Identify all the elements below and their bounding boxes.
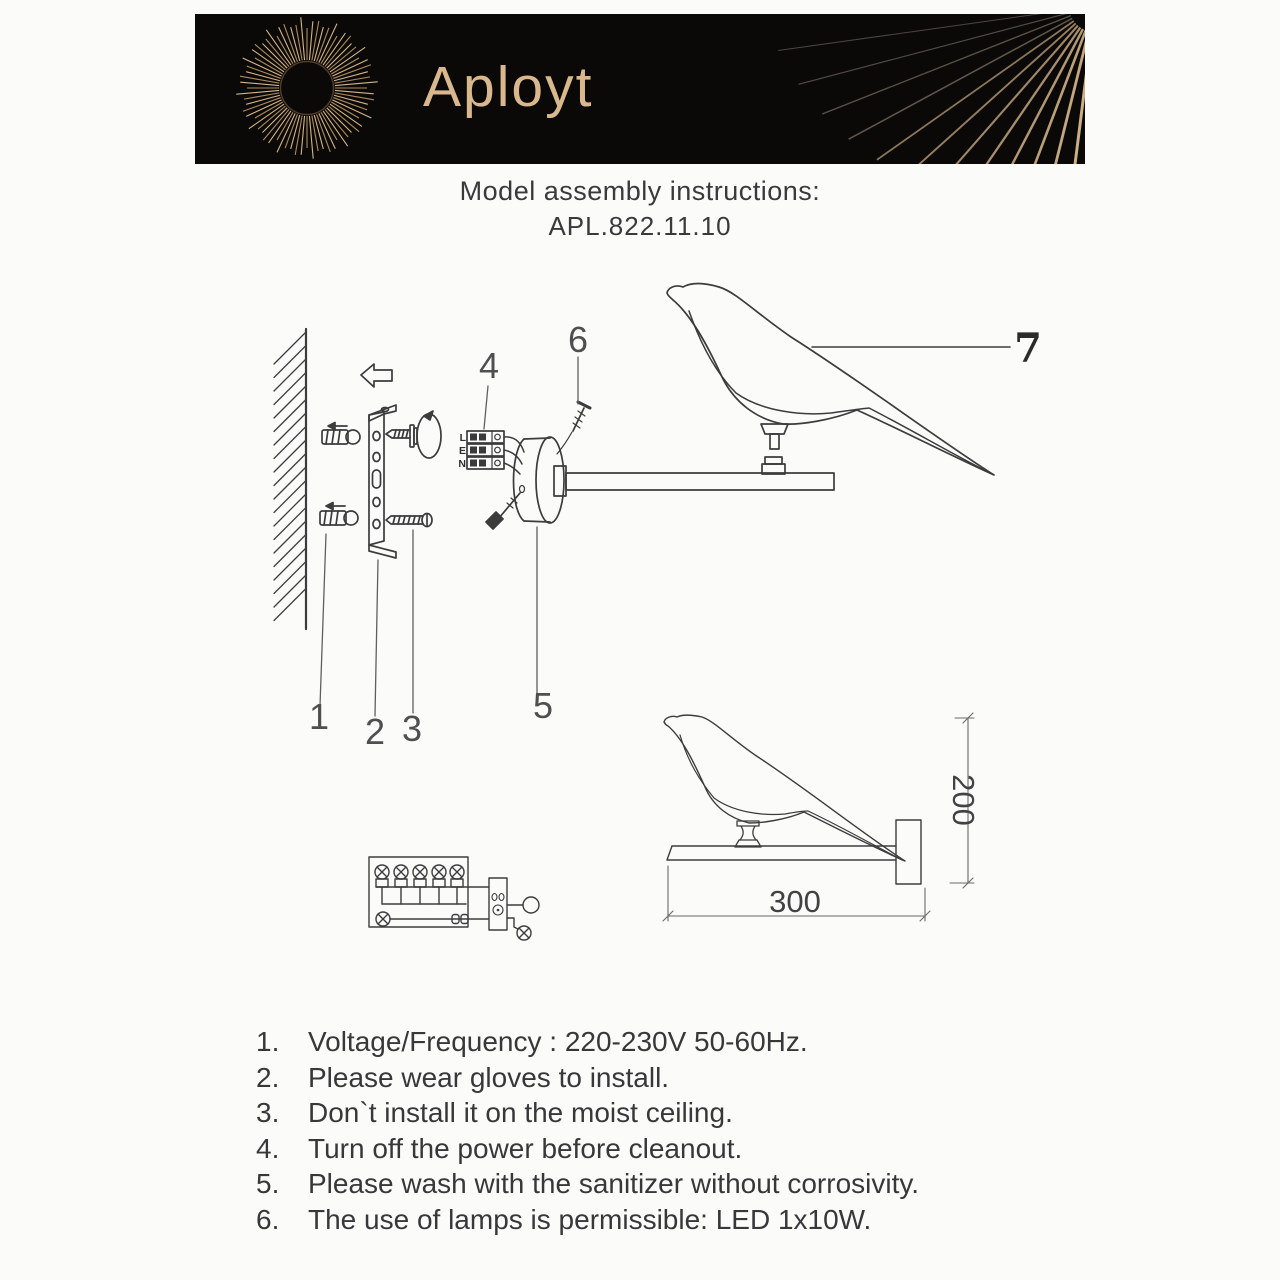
bird-lamp — [667, 284, 994, 475]
instruction-number: 4. — [256, 1132, 280, 1164]
mounting-screw — [386, 514, 432, 527]
instruction-number: 6. — [256, 1203, 280, 1235]
part-label-5: 5 — [532, 685, 554, 726]
page-title: Model assembly instructions: — [459, 176, 821, 206]
instruction-text: The use of lamps is permissible: LED 1x10W. — [308, 1203, 872, 1235]
top-screw — [557, 402, 590, 454]
part-label-2: 2 — [364, 711, 386, 752]
instruction-number: 3. — [256, 1097, 280, 1129]
instruction-item — [256, 1024, 1056, 1060]
instruction-item — [256, 1166, 1056, 1202]
part-label-4: 4 — [478, 345, 500, 386]
instruction-text: Please wear gloves to install. — [308, 1061, 670, 1093]
part-label-1: 1 — [308, 696, 330, 737]
model-number: APL.822.11.10 — [548, 211, 732, 241]
pedestal — [735, 821, 761, 847]
part-label-7: 7 — [1014, 325, 1042, 372]
instruction-text: Turn off the power before cleanout. — [308, 1132, 743, 1164]
dimension-width: 300 — [769, 884, 821, 919]
instruction-text: Don`t install it on the moist ceiling. — [308, 1097, 733, 1129]
instruction-item — [256, 1095, 1056, 1131]
part-label-3: 3 — [401, 708, 423, 749]
wall-anchor-bottom — [320, 503, 358, 526]
terminal-label-l: L — [459, 432, 466, 444]
instruction-item — [256, 1202, 1056, 1238]
dimension-height: 200 — [946, 774, 981, 826]
instruction-item — [256, 1060, 1056, 1096]
part-label-6: 6 — [567, 319, 589, 360]
bird-peg — [761, 424, 788, 449]
base-screw — [486, 493, 520, 529]
driver-module — [489, 878, 507, 930]
instruction-list — [256, 1024, 1056, 1238]
instruction-text: Voltage/Frequency : 220-230V 50-60Hz. — [308, 1026, 808, 1057]
lamp-arm — [554, 457, 834, 496]
canopy-base — [514, 437, 565, 523]
screw-with-turn-arrow — [386, 411, 441, 458]
instruction-item — [256, 1131, 1056, 1167]
instruction-number: 2. — [256, 1061, 280, 1093]
terminal-label-e: E — [458, 445, 466, 457]
instruction-text: Please wash with the sanitizer without corrosivity. — [308, 1168, 920, 1200]
wall-hatch-lines — [274, 332, 306, 621]
instruction-number: 1. — [256, 1026, 280, 1057]
leader-lines — [320, 347, 1010, 716]
wall-section — [274, 329, 306, 629]
lamp-symbols — [375, 865, 464, 887]
wiring-diagram — [369, 857, 539, 940]
wall-anchor-top — [322, 423, 360, 445]
mounting-bracket — [369, 405, 396, 558]
terminal-block — [467, 431, 504, 469]
terminal-label-n: N — [458, 458, 466, 470]
brand-name: Aployt — [423, 55, 594, 119]
instruction-number: 5. — [256, 1168, 280, 1200]
direction-arrow-icon — [361, 364, 392, 387]
